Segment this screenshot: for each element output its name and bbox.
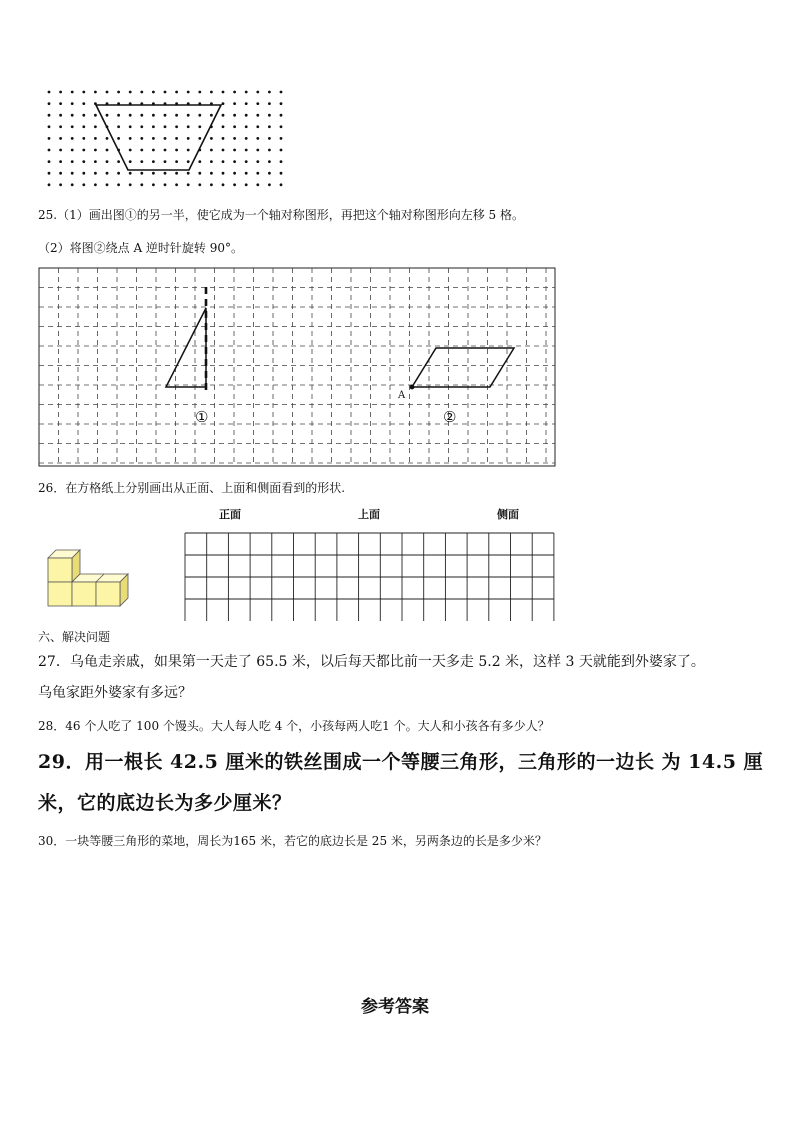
grid-dot <box>268 102 271 105</box>
grid-dot <box>187 137 190 140</box>
grid-dot <box>117 160 120 163</box>
q25-grid-figure <box>38 267 558 469</box>
grid-dot <box>94 137 97 140</box>
cube-front-face <box>48 582 72 606</box>
figure1-half-triangle <box>166 308 206 387</box>
grid-dot <box>268 125 271 128</box>
grid-dot <box>59 183 62 186</box>
grid-dot <box>82 172 85 175</box>
grid-dot <box>198 137 201 140</box>
grid-dot <box>256 102 259 105</box>
grid-dot <box>71 102 74 105</box>
q30-text: 30．一块等腰三角形的菜地，周长为165 米，若它的底边长是 25 米，另两条边的长是多少米？ <box>38 834 547 848</box>
grid-dot <box>210 149 213 152</box>
figure2-parallelogram <box>412 348 514 387</box>
answer-title: 参考答案 <box>361 997 429 1017</box>
q26-text: 26．在方格纸上分别画出从正面、上面和侧面看到的形状. <box>38 481 346 495</box>
cube-stack-figure <box>42 546 134 616</box>
grid-dot <box>187 125 190 128</box>
grid-dot <box>268 160 271 163</box>
grid-dot <box>222 125 225 128</box>
grid-dot <box>94 149 97 152</box>
grid-dot <box>152 137 155 140</box>
q27-line1: 27．乌龟走亲戚，如果第一天走了 65.5 米，以后每天都比前一天多走 5.2 米，这样 3 天就能到外婆家了。 <box>38 654 705 670</box>
grid-dot <box>117 125 120 128</box>
grid-dot <box>106 114 109 117</box>
grid-dot <box>129 172 132 175</box>
grid-dot <box>245 102 248 105</box>
grid-dot <box>129 91 132 94</box>
grid-dot <box>59 114 62 117</box>
grid-dot <box>198 160 201 163</box>
grid-dot <box>256 91 259 94</box>
q28-text: 28．46 个人吃了 100 个馒头。大人每人吃 4 个，小孩每两人吃1 个。大人和小孩各有多少人？ <box>38 719 550 733</box>
grid-dot <box>152 125 155 128</box>
grid-dot <box>280 149 283 152</box>
grid-dot <box>222 91 225 94</box>
grid-dot <box>59 102 62 105</box>
grid-dot <box>48 149 51 152</box>
grid-dot <box>94 183 97 186</box>
grid-dot <box>59 137 62 140</box>
grid-dot <box>233 172 236 175</box>
grid-dot <box>268 149 271 152</box>
grid-dot <box>71 114 74 117</box>
grid-dot <box>187 172 190 175</box>
grid-dot <box>198 114 201 117</box>
grid-dot <box>198 172 201 175</box>
grid-dot <box>268 137 271 140</box>
view-label-side: 侧面 <box>497 508 519 521</box>
grid-dot <box>94 160 97 163</box>
grid-dot <box>268 91 271 94</box>
grid-dot <box>245 114 248 117</box>
grid-dot <box>210 91 213 94</box>
grid-dot <box>280 183 283 186</box>
grid-dot <box>106 149 109 152</box>
grid-dot <box>175 160 178 163</box>
grid-dot <box>71 183 74 186</box>
grid-dot <box>59 125 62 128</box>
grid-dot <box>82 125 85 128</box>
grid-dot <box>233 91 236 94</box>
grid-dot <box>48 125 51 128</box>
grid-dot <box>129 114 132 117</box>
grid-dot <box>233 114 236 117</box>
grid-dot <box>48 102 51 105</box>
grid-dot <box>175 91 178 94</box>
grid-dot <box>71 160 74 163</box>
grid-dot <box>129 137 132 140</box>
grid-dot <box>280 160 283 163</box>
point-a-dot <box>410 385 415 390</box>
section6-title: 六、解决问题 <box>38 630 111 644</box>
grid-border <box>39 268 555 466</box>
grid-dot <box>106 172 109 175</box>
grid-dot <box>245 183 248 186</box>
q27-line2: 乌龟家距外婆家有多远？ <box>38 685 192 701</box>
grid-dot <box>187 149 190 152</box>
grid-dot <box>210 172 213 175</box>
figure1-label: ① <box>195 408 209 426</box>
grid-dot <box>94 172 97 175</box>
grid-dot <box>82 149 85 152</box>
grid-dot <box>222 183 225 186</box>
grid-dot <box>210 160 213 163</box>
grid-dot <box>222 172 225 175</box>
grid-dot <box>106 183 109 186</box>
grid-dot <box>256 183 259 186</box>
grid-dot <box>268 183 271 186</box>
grid-dot <box>59 160 62 163</box>
grid-dot <box>187 91 190 94</box>
dot-grid-trapezoid-figure <box>40 84 300 194</box>
grid-dot <box>222 160 225 163</box>
grid-dot <box>117 172 120 175</box>
grid-dot <box>140 125 143 128</box>
grid-dot <box>140 91 143 94</box>
figure2-label: ② <box>443 408 457 426</box>
grid-dot <box>175 114 178 117</box>
grid-dot <box>198 91 201 94</box>
grid-dot <box>233 125 236 128</box>
grid-dot <box>94 114 97 117</box>
grid-dot <box>280 102 283 105</box>
grid-dot <box>48 114 51 117</box>
grid-dot <box>222 149 225 152</box>
grid-dot <box>175 172 178 175</box>
grid-dot <box>245 172 248 175</box>
grid-dot <box>106 160 109 163</box>
grid-dot <box>164 149 167 152</box>
grid-dot <box>222 114 225 117</box>
grid-dot <box>71 137 74 140</box>
grid-dot <box>233 149 236 152</box>
grid-dot <box>71 91 74 94</box>
view-label-front: 正面 <box>219 508 241 521</box>
grid-dot <box>256 125 259 128</box>
view-label-top: 上面 <box>358 508 380 521</box>
grid-dot <box>222 137 225 140</box>
q29-line2: 米，它的底边长为多少厘米？ <box>38 792 292 814</box>
grid-dot <box>152 172 155 175</box>
grid-dot <box>106 91 109 94</box>
grid-dot <box>129 125 132 128</box>
grid-dot <box>59 172 62 175</box>
grid-dot <box>210 114 213 117</box>
grid-dot <box>164 172 167 175</box>
grid-dot <box>82 91 85 94</box>
grid-dot <box>233 160 236 163</box>
grid-dot <box>82 160 85 163</box>
grid-dot <box>210 137 213 140</box>
grid-dot <box>175 149 178 152</box>
grid-dot <box>71 172 74 175</box>
grid-dot <box>164 137 167 140</box>
grid-dot <box>187 160 190 163</box>
grid-dot <box>164 91 167 94</box>
grid-dot <box>256 137 259 140</box>
grid-dot <box>82 137 85 140</box>
grid-dot <box>256 149 259 152</box>
grid-dot <box>175 183 178 186</box>
grid-dot <box>280 172 283 175</box>
grid-dot <box>245 160 248 163</box>
grid-dot <box>280 91 283 94</box>
q25-line2: （2）将图②绕点 A 逆时针旋转 90°。 <box>38 241 244 255</box>
grid-dot <box>82 102 85 105</box>
grid-dot <box>71 125 74 128</box>
grid-dot <box>82 114 85 117</box>
grid-dot <box>117 114 120 117</box>
grid-dot <box>117 183 120 186</box>
grid-dot <box>245 91 248 94</box>
grid-dot <box>233 102 236 105</box>
grid-dot <box>48 91 51 94</box>
grid-dot <box>268 114 271 117</box>
grid-dot <box>152 114 155 117</box>
grid-dot <box>164 160 167 163</box>
grid-dot <box>245 125 248 128</box>
grid-dot <box>152 160 155 163</box>
grid-dot <box>280 125 283 128</box>
grid-dot <box>48 183 51 186</box>
grid-dot <box>48 160 51 163</box>
grid-dot <box>245 149 248 152</box>
grid-dot <box>94 125 97 128</box>
q26-drawing-grid <box>184 532 556 624</box>
grid-dot <box>140 183 143 186</box>
grid-dot <box>233 183 236 186</box>
grid-dot <box>164 114 167 117</box>
grid-dot <box>256 172 259 175</box>
grid-dot <box>117 137 120 140</box>
cube-front-face <box>96 582 120 606</box>
cube-front-face <box>72 582 96 606</box>
grid-dot <box>233 137 236 140</box>
grid-dot <box>117 91 120 94</box>
grid-dot <box>152 149 155 152</box>
grid-dot <box>175 137 178 140</box>
grid-dot <box>140 114 143 117</box>
grid-dot <box>198 125 201 128</box>
grid-dot <box>210 183 213 186</box>
grid-dot <box>140 172 143 175</box>
grid-dot <box>48 137 51 140</box>
grid-dot <box>94 91 97 94</box>
grid-dot <box>140 149 143 152</box>
grid-dot <box>59 149 62 152</box>
grid-dot <box>129 149 132 152</box>
grid-dot <box>152 183 155 186</box>
grid-dot <box>82 183 85 186</box>
grid-dot <box>187 183 190 186</box>
grid-dot <box>129 183 132 186</box>
grid-dot <box>164 125 167 128</box>
q25-line1: 25.（1）画出图①的另一半，使它成为一个轴对称图形，再把这个轴对称图形向左移 5 格。 <box>38 208 524 222</box>
grid-dot <box>280 137 283 140</box>
grid-dot <box>71 149 74 152</box>
grid-dot <box>164 183 167 186</box>
grid-dot <box>106 137 109 140</box>
grid-dot <box>140 137 143 140</box>
grid-dot <box>256 114 259 117</box>
grid-dot <box>175 125 178 128</box>
grid-dot <box>129 160 132 163</box>
q29-line1: 29．用一根长 42.5 厘米的铁丝围成一个等腰三角形，三角形的一边长 为 14.5 厘 <box>38 751 764 773</box>
grid-dot <box>140 160 143 163</box>
cube-front-face <box>48 558 72 582</box>
grid-dot <box>152 91 155 94</box>
trapezoid-shape <box>96 105 221 170</box>
grid-dot <box>59 91 62 94</box>
point-a-label: A <box>398 390 406 401</box>
grid-dot <box>187 114 190 117</box>
grid-dot <box>245 137 248 140</box>
grid-dot <box>198 183 201 186</box>
grid-dot <box>280 114 283 117</box>
grid-dot <box>48 172 51 175</box>
grid-dot <box>256 160 259 163</box>
grid-dot <box>268 172 271 175</box>
